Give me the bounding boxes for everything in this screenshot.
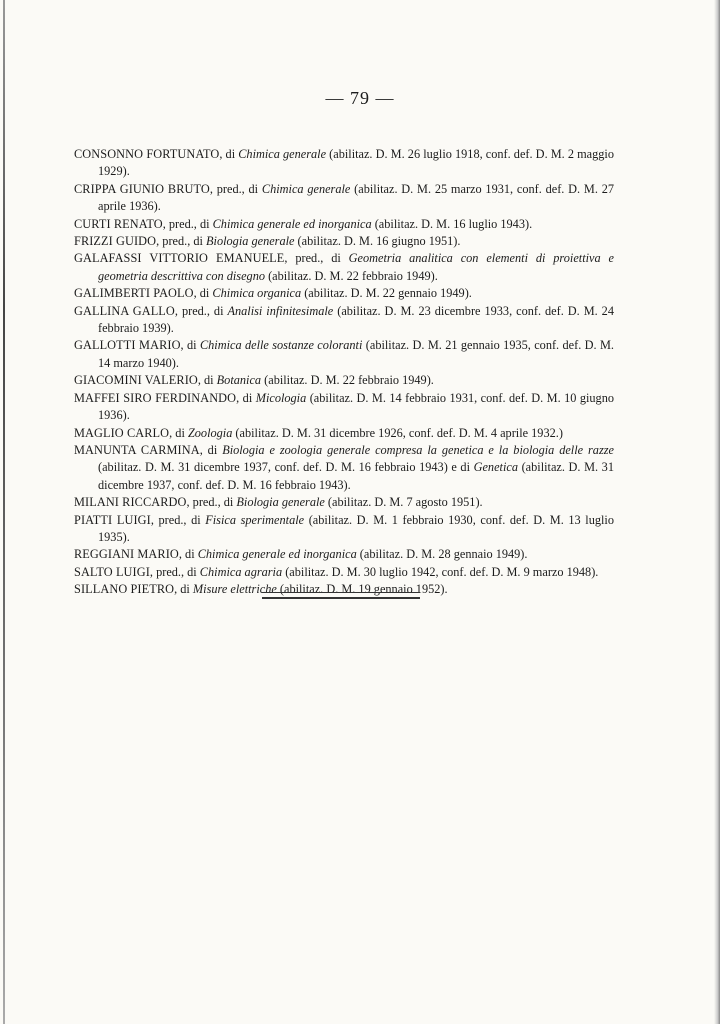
list-item: CONSONNO FORTUNATO, di Chimica generale (abilitaz. D. M. 26 luglio 1918, conf. def. D. M. 2 maggio 1929).	[74, 147, 614, 179]
page-number: — 79 —	[325, 88, 395, 108]
list-item: FRIZZI GUIDO, pred., di Biologia generale (abilitaz. D. M. 16 giugno 1951).	[74, 234, 461, 249]
list-item: GALLOTTI MARIO, di Chimica delle sostanze coloranti (abilitaz. D. M. 21 gennaio 1935, conf. def. D. M. 14 marzo 1940).	[74, 338, 614, 370]
list-item: CRIPPA GIUNIO BRUTO, pred., di Chimica generale (abilitaz. D. M. 25 marzo 1931, conf. def. D. M. 27 aprile 1936).	[74, 181, 614, 214]
list-item: SILLANO PIETRO, di Misure elettriche (abilitaz. D. M. 19 gennaio 1952).	[74, 582, 448, 597]
list-item: SALTO LUIGI, pred., di Chimica agraria (abilitaz. D. M. 30 luglio 1942, conf. def. D. M. 9 marzo 1948).	[74, 564, 599, 579]
list-item: REGGIANI MARIO, di Chimica generale ed inorganica (abilitaz. D. M. 28 gennaio 1949).	[74, 547, 528, 562]
list-item: MAGLIO CARLO, di Zoologia (abilitaz. D. M. 31 dicembre 1926, conf. def. D. M. 4 aprile 1932.)	[74, 425, 563, 440]
list-item: GALAFASSI VITTORIO EMANUELE, pred., di Geometria analitica con elementi di proiettiva e geometria descrittiva con disegno (abilitaz. D. M. 22 febbraio 1949).	[74, 251, 614, 283]
scan-right-edge	[714, 0, 720, 1024]
entry-list	[74, 146, 614, 599]
list-item: GALLINA GALLO, pred., di Analisi infinitesimale (abilitaz. D. M. 23 dicembre 1933, conf. def. D. M. 24 febbraio 1939).	[74, 303, 614, 336]
scan-left-edge	[3, 0, 5, 1024]
list-item: MAFFEI SIRO FERDINANDO, di Micologia (abilitaz. D. M. 14 febbraio 1931, conf. def. D. M. 10 giugno 1936).	[74, 390, 614, 423]
list-item: CURTI RENATO, pred., di Chimica generale ed inorganica (abilitaz. D. M. 16 luglio 1943).	[74, 216, 533, 231]
list-item: GIACOMINI VALERIO, di Botanica (abilitaz. D. M. 22 febbraio 1949).	[74, 373, 434, 388]
list-item: MANUNTA CARMINA, di Biologia e zoologia generale compresa la genetica e la biologia delle razze (abilitaz. D. M. 31 dicembre 1937, conf. def. D. M. 16 febbraio 1943) e di Genetica (abilitaz. D. M. 31 dicembre 1937, conf. def. D. M. 16 febbraio 1943).	[74, 442, 614, 492]
list-item: MILANI RICCARDO, pred., di Biologia generale (abilitaz. D. M. 7 agosto 1951).	[74, 495, 483, 510]
list-item: GALIMBERTI PAOLO, di Chimica organica (abilitaz. D. M. 22 gennaio 1949).	[74, 286, 472, 301]
list-item: PIATTI LUIGI, pred., di Fisica sperimentale (abilitaz. D. M. 1 febbraio 1930, conf. def. D. M. 13 luglio 1935).	[74, 512, 614, 544]
closing-rule	[262, 592, 420, 599]
